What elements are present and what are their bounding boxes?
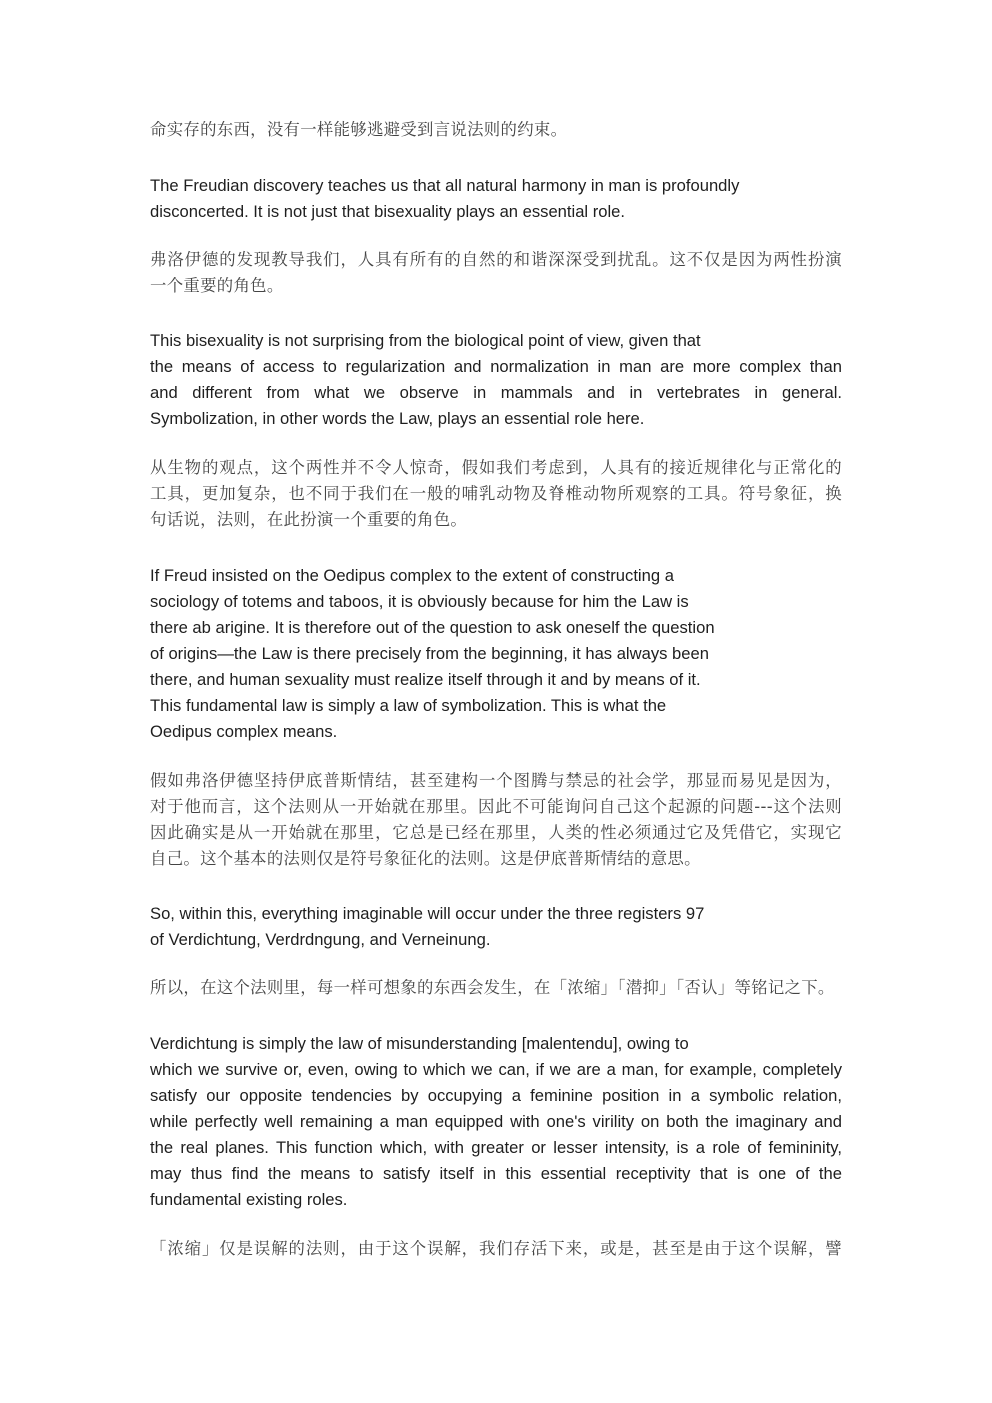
text-line: fundamental existing roles. (150, 1190, 348, 1209)
text-line: of Verdichtung, Verdrdngung, and Verneinung. (150, 930, 491, 949)
text-line: 「浓缩」仅是误解的法则，由于这个误解，我们存活下来，或是，甚至是由于这个误解，譬 (150, 1239, 842, 1258)
text-line: This fundamental law is simply a law of symbolization. This is what the (150, 696, 667, 715)
text-line: 工具，更加复杂，也不同于我们在一般的哺乳动物及脊椎动物所观察的工具。符号象征，换 (150, 484, 842, 503)
text-line: This bisexuality is not surprising from the biological point of view, given that (150, 331, 701, 350)
paragraph-zh-1 (150, 117, 842, 143)
text-line: the real planes. This function which, with greater or lesser intensity, is a role of femininity, (150, 1138, 842, 1157)
text-line: and different from what we observe in mammals and in vertebrates in general. (150, 383, 842, 402)
text-line: 所以，在这个法则里，每一样可想象的东西会发生，在「浓缩」「潜抑」「否认」等铭记之下。 (150, 978, 835, 997)
paragraph-zh-3 (150, 455, 842, 533)
text-line: there, and human sexuality must realize itself through it and by means of it. (150, 670, 701, 689)
text-line: 一个重要的角色。 (150, 276, 284, 295)
text-line: So, within this, everything imaginable will occur under the three registers 97 (150, 904, 705, 923)
text-line: may thus find the means to satisfy itself in this essential receptivity that is one of the (150, 1164, 842, 1183)
paragraph-en-1 (150, 173, 842, 225)
text-line: Verdichtung is simply the law of misunderstanding [malentendu], owing to (150, 1034, 689, 1053)
text-line: 对于他而言，这个法则从一开始就在那里。因此不可能询问自己这个起源的问题---这个法则 (150, 797, 842, 816)
text-line: satisfy our opposite tendencies by occupying a feminine position in a symbolic relation, (150, 1086, 842, 1105)
text-line: Symbolization, in other words the Law, plays an essential role here. (150, 409, 645, 428)
text-line: 从生物的观点，这个两性并不令人惊奇，假如我们考虑到，人具有的接近规律化与正常化的 (150, 458, 842, 477)
paragraph-zh-4 (150, 768, 842, 872)
text-line: there ab arigine. It is therefore out of the question to ask oneself the question (150, 618, 715, 637)
text-line: 假如弗洛伊德坚持伊底普斯情结，甚至建构一个图腾与禁忌的社会学，那显而易见是因为， (150, 771, 842, 790)
text-line: while perfectly well remaining a man equipped with one's virility on both the imaginary and (150, 1112, 842, 1131)
text-line: 命实存的东西，没有一样能够逃避受到言说法则的约束。 (150, 120, 568, 139)
text-line: 因此确实是从一开始就在那里，它总是已经在那里，人类的性必须通过它及凭借它，实现它 (150, 823, 842, 842)
paragraph-zh-6 (150, 1236, 842, 1262)
text-line: disconcerted. It is not just that bisexuality plays an essential role. (150, 202, 626, 221)
text-line: Oedipus complex means. (150, 722, 338, 741)
paragraph-zh-5 (150, 975, 842, 1001)
paragraph-en-3 (150, 563, 842, 745)
text-line: 自己。这个基本的法则仅是符号象征化的法则。这是伊底普斯情结的意思。 (150, 849, 701, 868)
text-line: The Freudian discovery teaches us that all natural harmony in man is profoundly (150, 176, 740, 195)
text-line: If Freud insisted on the Oedipus complex to the extent of constructing a (150, 566, 674, 585)
paragraph-zh-2 (150, 247, 842, 299)
paragraph-en-2 (150, 328, 842, 432)
paragraph-en-4 (150, 901, 842, 953)
paragraph-en-5 (150, 1031, 842, 1213)
text-line: 弗洛伊德的发现教导我们，人具有所有的自然的和谐深深受到扰乱。这不仅是因为两性扮演 (150, 250, 842, 269)
text-line: of origins—the Law is there precisely from the beginning, it has always been (150, 644, 709, 663)
text-line: the means of access to regularization and normalization in man are more complex than (150, 357, 842, 376)
text-line: 句话说，法则，在此扮演一个重要的角色。 (150, 510, 468, 529)
text-line: which we survive or, even, owing to which we can, if we are a man, for example, completely (150, 1060, 842, 1079)
text-line: sociology of totems and taboos, it is obviously because for him the Law is (150, 592, 689, 611)
